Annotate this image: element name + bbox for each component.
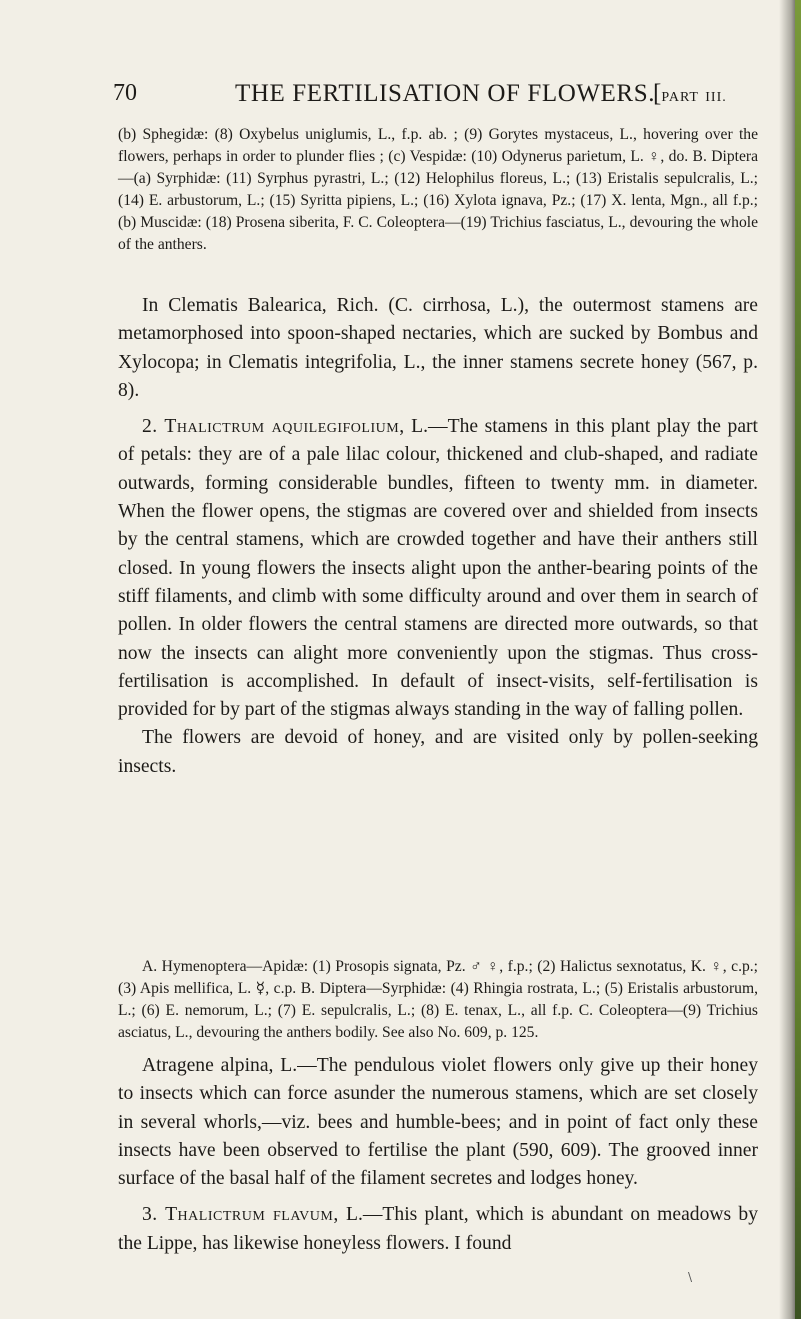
- page-number: 70: [113, 80, 137, 106]
- paragraph-thalictrum-flavum: [118, 1201, 758, 1258]
- paragraph-text-thalictrum: L.—The stamens in this plant play the part of petals: they are of a pale lilac colour, thickened and club-shaped, and radiate outwards, forming considerable bundles, fifteen to twenty mm. in diameter. When the flower opens, the stigmas are covered over and shielded from insects by the central stamens, which are crowded together and have their anthers still closed. In young flowers the insects alight upon the anther-bearing points of the stiff filaments, and climb with some difficulty around and over them in search of pollen. In older flowers the central stamens are directed more outwards, so that now the insects can alight more conveniently upon the stigmas. Thus cross-fertilisation is accomplished. In default of insect-visits, self-fertilisation is provided for by part of the stigmas always standing in the way of falling pollen.: [118, 416, 758, 721]
- footer-mark: \: [688, 1270, 693, 1284]
- part-bracket: [: [653, 80, 662, 107]
- paragraph-text-flavum: L.—This plant, which is abundant on meadows by the Lippe, has likewise honeyless flowers. I found: [118, 1204, 758, 1254]
- running-title: THE FERTILISATION OF FLOWERS.: [235, 80, 656, 107]
- paragraph-insect-visitors-1: (b) Sphegidæ: (8) Oxybelus uniglumis, L., f.p. ab. ; (9) Gorytes mystaceus, L., hovering over the flowers, perhaps in order to plunder flies ; (c) Vespidæ: (10) Odynerus parietum, L. ♀, do. B. Diptera—(a) Syrphidæ: (11) Syrphus pyrastri, L.; (12) Helophilus floreus, L.; (13) Eristalis sepulcralis, L.; (14) E. arbustorum, L.; (15) Syritta pipiens, L.; (16) Xylota ignava, Pz.; (17) X. lenta, Mgn., all f.p.; (b) Muscidæ: (18) Prosena siberita, F. C. Coleoptera—(19) Trichius fasciatus, L., devouring the whole of the anthers.: [118, 126, 758, 253]
- part-numeral: III.: [705, 90, 727, 105]
- main-text: [118, 292, 758, 781]
- insect-list-continued: [118, 124, 758, 256]
- part-label: [653, 80, 727, 108]
- main-text-continued: [118, 1052, 758, 1258]
- paragraph-honeyless: The flowers are devoid of honey, and are visited only by pollen-seeking insects.: [118, 727, 758, 777]
- page-header: [113, 80, 773, 114]
- paragraph-atragene: Atragene alpina, L.—The pendulous violet flowers only give up their honey to insects which can force asunder the numerous stamens, which are set closely in several whorls,—viz. bees and humble-bees; and in point of fact only these insects have been observed to fertilise the plant (590, 609). The grooved inner surface of the basal half of the filament secretes and lodges honey.: [118, 1055, 758, 1190]
- species-heading-thalictrum-aquilegifolium: 2. Thalictrum aquilegifolium,: [142, 416, 405, 438]
- paragraph-insect-visitors-2: A. Hymenoptera—Apidæ: (1) Prosopis signata, Pz. ♂ ♀, f.p.; (2) Halictus sexnotatus, K. ♀, c.p.; (3) Apis mellifica, L. ☿, c.p. B. Diptera—Syrphidæ: (4) Rhingia rostrata, L.; (5) Eristalis arbustorum, L.; (6) E. nemorum, L.; (7) E. sepulcralis, L.; (8) E. tenax, L., all f.p. C. Coleoptera—(9) Trichius asciatus, L., devouring the anthers bodily. See also No. 609, p. 125.: [118, 958, 758, 1041]
- paragraph-clematis: In Clematis Balearica, Rich. (C. cirrhosa, L.), the outermost stamens are metamorphosed into spoon-shaped nectaries, which are sucked by Bombus and Xylocopa; in Clematis integrifolia, L., the inner stamens secrete honey (567, p. 8).: [118, 295, 758, 401]
- species-heading-thalictrum-flavum: 3. Thalictrum flavum,: [142, 1204, 339, 1226]
- paragraph-thalictrum-aquilegifolium: [118, 413, 758, 724]
- page-edge-binding: [795, 0, 801, 1319]
- insect-list-thalictrum: [118, 956, 758, 1044]
- part-word: PART: [661, 90, 699, 105]
